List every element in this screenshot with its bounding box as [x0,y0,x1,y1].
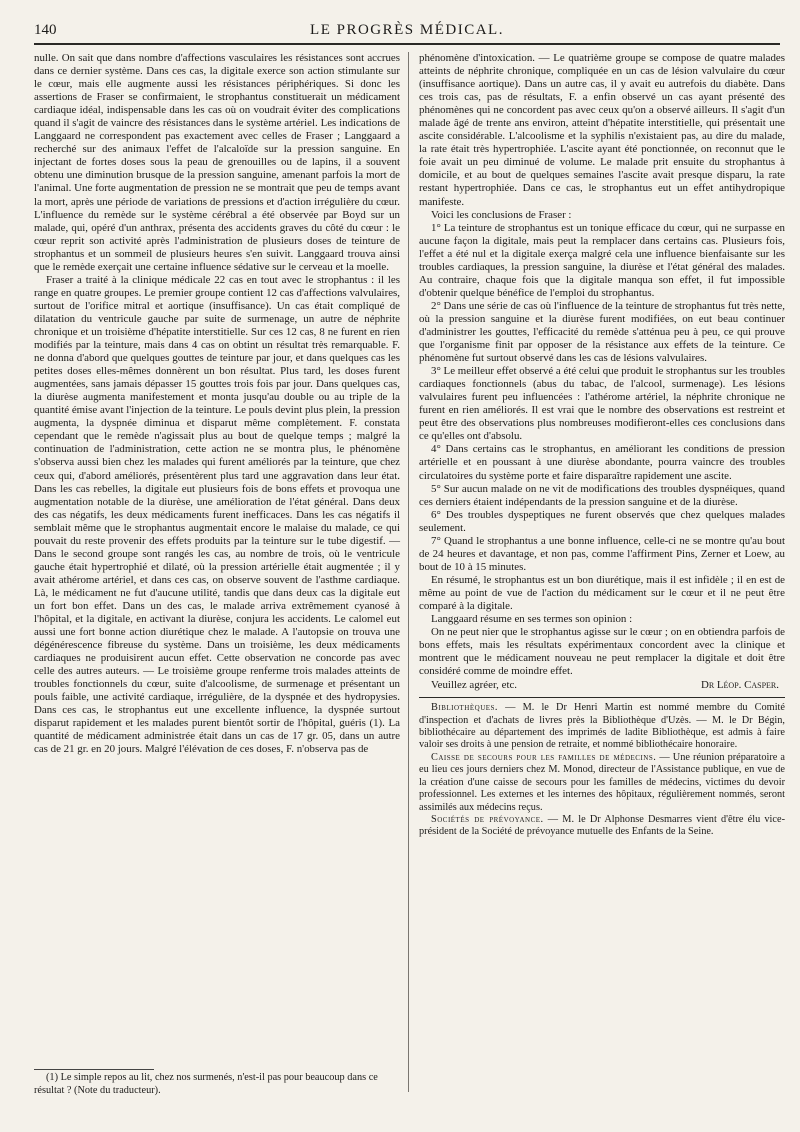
header-rule [34,43,780,45]
page-header [34,20,780,42]
notice-caisse-de-secours [419,752,785,814]
section-separator [419,697,785,698]
notice-rubric: Bibliothèques. [431,702,498,714]
paragraph: Fraser a traité à la clinique médicale 22 cas en tout avec le strophantus : il les range en quatre groupes. Le premier groupe contient 12 cas d'affections valvulaires, surtout de l'orifice mitral et aortique (insuffisance). Un cas était compliqué de dilatation du ventricule gauche par suite de surmenage, un autre de néphrite chronique et un troisième d'hépatite interstitielle. Sur ces 12 cas, 8 ne furent en rien modifiés par la teinture, mais dans 4 cas on obtint un résultat très remarquable. F. ne donna d'abord que quelques gouttes de teinture par jour, et dans quelques cas les petites doses elles-mêmes donnèrent un bon résultat. Plus tard, les doses furent augmentées, sans jamais dépasser 15 gouttes trois fois par jour. Dans quelques cas, la diurèse augmenta manifestement et monta jusqu'au double ou au triple de la quantité émise avant l'injection de la teinture. Le pouls devint plus plein, la pression augmenta, la dyspnée diminua et disparut même complètement. F. constata cependant que le remède n'agissait plus au bout de quelque temps ; malgré la continuation de l'administration, cette action ne se montra plus, le phénomène s'observa aussi bien chez les malades qui furent améliorés par la teinture, que chez ceux qui, d'abord améliorés, présentèrent plus tard une aggravation dans leur état. Dans les cas rebelles, la digitale eut plusieurs fois de bons effets et provoqua une augmentation notable de la diurèse, une amélioration de l'état général. Dans deux des cas négatifs, les deux médicaments furent inefficaces. Dans les cas négatifs il semblait même que le strophantus augmentait encore le malaise du malade, ce qui pouvait du reste provenir des effets produits par la teinture sur le tube digestif. — Dans le second groupe sont rangés les cas, au nombre de trois, où le ventricule gauche était hypertrophié et dilaté, où la pression artérielle était augmentée ; il y avait athérome artériel, et dans ces cas, on observe souvent de l'asthme cardiaque. Là, le médicament ne fut d'aucune utilité, tandis que dans deux cas la digitale eut un fort bon effet. Dans un des cas, le malade arriva extrêmement cyanosé à l'hôpital, et la digitale, en activant la diurèse, conjura les accidents. Le calomel eut aussi une fort bonne action diurétique chez le malade. A l'autopsie on trouva une dégénérescence fibreuse du système. Dans un troisième, les deux médicaments cardiaques ne produisirent aucun effet. Cette observation ne concorde pas avec celle des autres auteurs. — Le troisième groupe renferme trois malades atteints de troubles fonctionnels du cœur, suite d'alcoolisme, de surmenage et présentant un pouls faible, une activité cardiaque, irrégulière, de la dyspnée et des hydropysies. Dans ces cas, le strophantus eut une excellente influence, la dyspnée surtout disparut rapidement et les malades purent bientôt sortir de l'hôpital, guéris (1). La quantité de médicament administrée était dans un cas de 17 gr. 05, dans un autre cas de 21 gr. en 20 jours. Malgré l'élévation de ces doses, F. n'observa pas de [34,273,400,756]
conclusion-1: 1° La teinture de strophantus est un tonique efficace du cœur, qui ne surpasse en aucune façon la digitale, mais peut la remplacer dans certains cas. Plusieurs fois, l'effet a été nul et la digitale exerça malgré cela une influence bienfaisante sur les troubles cardiaques, la pression sanguine, la diurèse et l'état général des malades. Au contraire, chaque fois que la digitale manqua son effet, il fut impossible d'obtenir quelque bénéfice de l'emploi du strophantus. [419,221,785,299]
notice-rubric: Sociétés de prévoyance. [431,813,544,825]
right-column [419,52,785,839]
notice-bibliotheques [419,702,785,752]
conclusion-2: 2° Dans une série de cas où l'influence de la teinture de strophantus fut très nette, où la pression sanguine et la diurèse furent modifiées, on eut beau continuer d'administrer les gouttes, l'efficacité du remède s'atténua peu à peu, ce qui prouve que l'organisme finit par opposer de la résistance aux effets de la teinture. Ce phénomène fut surtout observé dans les cas de lésions valvulaires. [419,299,785,365]
footnote-rule [34,1069,154,1070]
conclusion-6: 6° Des troubles dyspeptiques ne furent observés que chez quelques malades seulement. [419,508,785,534]
journal-title: LE PROGRÈS MÉDICAL. [310,22,504,38]
paragraph: phénomène d'intoxication. — Le quatrième groupe se compose de quatre malades atteints de néphrite chronique, compliquée en un cas de lésion valvulaire du cœur (insuffisance aortique). Dans un autre cas, il y avait eu autrefois du diabète. Dans ces trois cas, pas de résultats, F. a enfin observé un cas ayant présenté des phénomènes qui ne concordent pas avec ceux qu'on a observé ailleurs. Il s'agit d'un malade âgé de trente ans environ, atteint d'hépatite interstitielle, qui présentait une ascite considérable. L'alcoolisme et la syphilis n'existaient pas, au dire du malade, la rate était très hypertrophiée. L'ascite ayant été ponctionnée, on reconnut que le foie avait un peu diminué de volume. Le malade prit ensuite du strophantus à domicile, et au bout de quelques semaines l'ascite avait presque disparu, la rate restant hypertrophiée. Dans ce cas, le strophantus eut un effet antihydropique manifeste. [419,52,785,208]
page-number: 140 [34,22,57,38]
paragraph: Langgaard résume en ses termes son opinion : [431,613,633,626]
paragraph: En résumé, le strophantus est un bon diurétique, mais il est infidèle ; il en est de même au point de vue de l'action du médicament sur le cœur et il ne peut être comparé à la digitale. [419,573,785,612]
left-column [34,52,400,757]
conclusion-3: 3° Le meilleur effet observé a été celui que produit le strophantus sur les troubles cardiaques fonctionnels (abus du tabac, de l'alcool, surmenage). Les lésions valvulaires furent peu influencées : l'athérome artériel, la néphrite chronique ne furent en rien améliorés. Il est vrai que le nombre des observations est restreint et peut être des observations plus nombreuses modifieront-elles ces conclusions dans ce qu'elles ont d'absolu. [419,365,785,443]
notice-text: — M. le Dr Alphonse Desmarres vient d'être élu vice-président de la Société de prévoyance mutuelle des Enfants de la Seine. [419,813,785,838]
notice-text: — Une réunion préparatoire a eu lieu ces jours derniers chez M. Monod, directeur de l'Assistance publique, en vue de la création d'une caisse de secours pour les familles de médecins, victimes du devoir professionnel. Les externes et les internes des hôpitaux, régulièrement nommés, seront assimilés aux médecins reçus. [419,751,785,813]
notice-societes-prevoyance [419,814,785,839]
signoff [419,679,785,693]
conclusion-5: 5° Sur aucun malade on ne vit de modifications des troubles dyspnéiques, quand ces derniers étaient indépendants de la pression sanguine et de la diurèse. [419,482,785,508]
conclusion-4: 4° Dans certains cas le strophantus, en améliorant les conditions de pression artérielle et en poussant à une diurèse abondante, pourra vaincre des troubles circulatoires du système porte et faire disparaître rapidement une ascite. [419,443,785,482]
conclusion-7: 7° Quand le strophantus a une bonne influence, celle-ci ne se montre qu'au bout de 24 heures et davantage, et non pas, comme l'affirment Pins, Zerner et Loew, au bout de 10 à 15 minutes. [419,534,785,573]
quoted-opinion: On ne peut nier que le strophantus agisse sur le cœur ; on en obtiendra parfois de bons effets, mais les résultats expérimentaux concordent avec la clinique et montrent que le médicament nouveau ne peut remplacer la digitale et doit être considéré comme de moindre effet. [419,626,785,678]
notice-text: — M. le Dr Henri Martin est nommé membre du Comité d'inspection et d'achats de livres près la Bibliothèque d'Uzès. — M. le Dr Bégin, bibliothécaire au département des imprimés de ladite Bibliothèque, est admis à faire valoir ses droits à une pension de retraite, et nommé bibliothécaire honoraire. [419,702,785,751]
closing-line: Veuillez agréer, etc. [431,679,518,692]
paragraph: nulle. On sait que dans nombre d'affections vasculaires les résistances sont accrues dans ce dernier système. Dans ces cas, la digitale exerce son action stimulante sur le cœur, mais elle augmente aussi les résistances périphériques. Si donc les assertions de Fraser se confirmaient, le strophantus constituerait un médicament cardiaque idéal, indispensable dans les cas où on voudrait éviter des complications quand il s'agit de vaincre des résistances dans le système artériel. Les indications de Langgaard ne correspondent pas exactement avec celles de Fraser ; Langgaard a recherché sur des animaux l'effet de l'alcaloïde sur la pression sanguine. En injectant de fortes doses sous la peau de grenouilles ou de lapins, il a souvent obtenu une diminution brusque de la pression sanguine, amenant parfois la mort de l'animal. Une forte augmentation de pression ne se montrait que peu de temps avant la mort, après une période de variations de pressions et d'action irrégulière du cœur. L'influence du remède sur le système cérébral a été observée par Boyd sur un malade, qui, opéré d'un anthrax, présenta des accidents graves du côté du cœur : le cœur reprit son activité après l'administration de plusieurs doses de teinture de strophantus et un sommeil de plusieurs heures s'en suivit. Langgaard trouva ainsi que le remède exerçait une certaine influence sédative sur le cerveau et la moelle. [34,52,400,273]
author-signature: Dr Léop. Casper. [700,679,779,692]
notice-rubric: Caisse de secours pour les familles de médecins. [431,751,657,763]
footnote: (1) Le simple repos au lit, chez nos surmenés, n'est-il pas pour beaucoup dans ce résultat ? (Note du traducteur). [34,1072,378,1096]
paragraph: Voici les conclusions de Fraser : [431,208,572,221]
column-divider [408,52,409,1092]
